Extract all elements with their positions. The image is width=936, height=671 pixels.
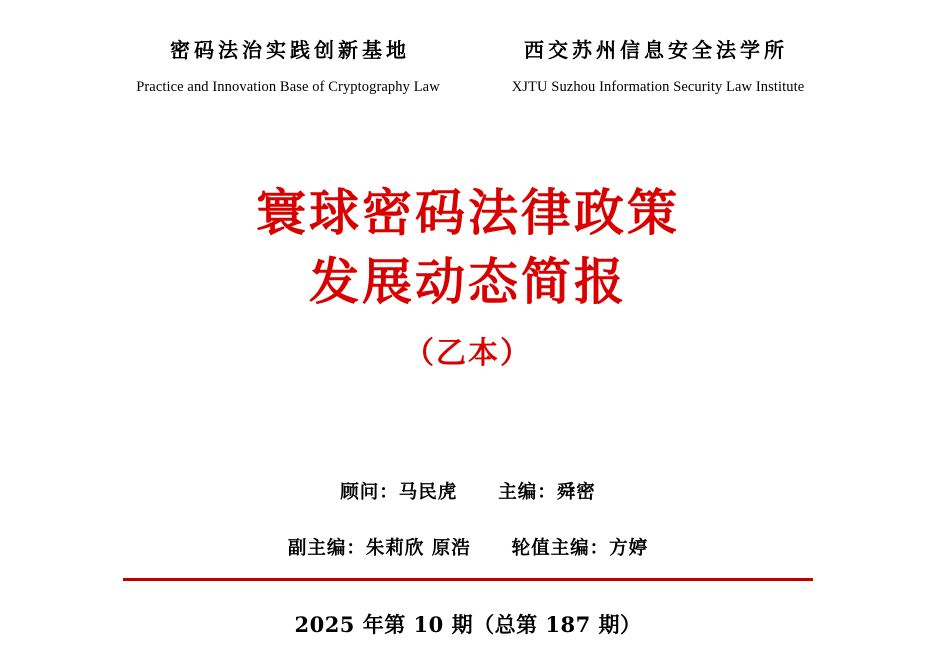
credit-advisor: 顾问：马民虎: [340, 482, 458, 503]
institution-en-left: Practice and Innovation Base of Cryptography Law: [136, 79, 440, 95]
institution-cn-right: 西交苏州信息安全法学所: [524, 38, 788, 62]
editorial-credits: [0, 478, 936, 560]
page-title: [0, 178, 936, 372]
credit-rotating-editor: 轮值主编：方婷: [511, 538, 649, 559]
institution-cn-left: 密码法治实践创新基地: [170, 38, 410, 62]
title-subtitle: （乙本）: [404, 336, 532, 371]
header-english-names: [0, 79, 936, 96]
header-chinese-names: [0, 34, 936, 63]
horizontal-divider: [123, 578, 813, 581]
title-line-1: 寰球密码法律政策: [256, 183, 680, 242]
credit-editor-in-chief: 主编：舜密: [498, 482, 596, 503]
credit-deputy-editors: 副主编：朱莉欣 原浩: [287, 538, 471, 559]
credits-row-1: [0, 478, 936, 504]
institution-en-right: XJTU Suzhou Information Security Law Institute: [511, 79, 805, 95]
issue-number: 2025 年第 10 期（总第 187 期）: [294, 612, 642, 637]
header-institutions: [0, 34, 936, 96]
credits-row-2: [0, 534, 936, 560]
title-line-2: 发展动态简报: [309, 252, 627, 311]
